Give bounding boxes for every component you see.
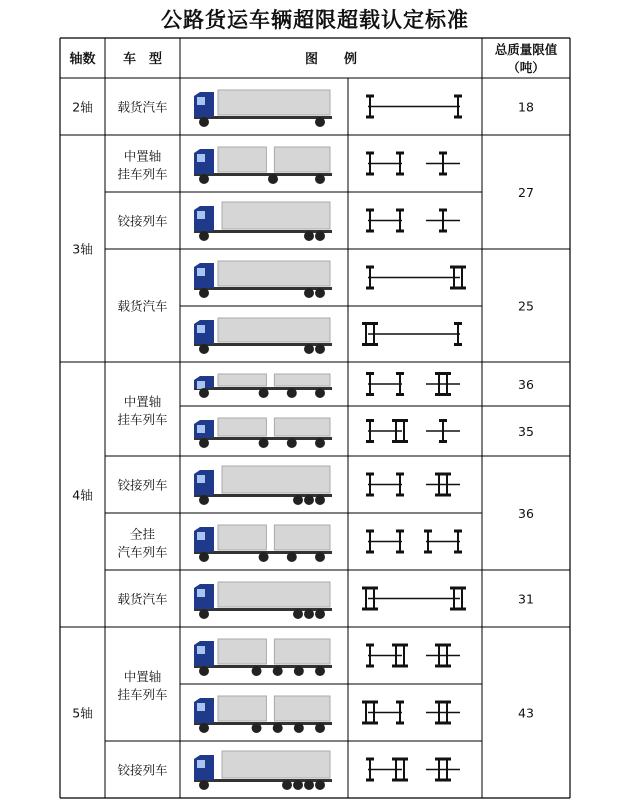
- wheel: [199, 117, 209, 127]
- wheel-pair: [366, 287, 374, 290]
- wheel-pair: [362, 701, 370, 704]
- cargo-body: [218, 525, 266, 550]
- wheel: [199, 344, 209, 354]
- wheel-pair: [366, 644, 374, 647]
- cargo-body: [218, 582, 330, 607]
- wheel-pair: [443, 779, 451, 782]
- wheel-pair: [366, 419, 374, 422]
- truck-illustration: [194, 696, 332, 733]
- truck-illustration: [194, 525, 332, 562]
- wheel: [315, 780, 325, 790]
- wheel-pair: [435, 779, 443, 782]
- wheel: [287, 438, 297, 448]
- wheel-pair: [400, 665, 408, 668]
- wheel-pair: [366, 230, 374, 233]
- wheel-pair: [366, 530, 374, 533]
- wheel-pair: [396, 209, 404, 212]
- axle-diagram: [366, 152, 460, 176]
- wheel: [315, 723, 325, 733]
- wheel: [259, 438, 269, 448]
- wheel: [273, 666, 283, 676]
- wheel-pair: [435, 372, 443, 375]
- wheel-pair: [366, 665, 374, 668]
- wheel-pair: [392, 758, 400, 761]
- wheel-pair: [396, 152, 404, 155]
- wheel-pair: [366, 266, 374, 269]
- wheel-pair: [454, 343, 462, 346]
- wheel: [315, 117, 325, 127]
- wheel-pair: [396, 494, 404, 497]
- wheel-pair: [439, 152, 447, 155]
- mass-limit-value: 25: [518, 298, 534, 314]
- wheel-pair: [439, 209, 447, 212]
- axle-diagram: [366, 372, 460, 396]
- axle-diagram: [366, 473, 460, 497]
- wheel-pair: [370, 701, 378, 704]
- cab-window: [197, 760, 205, 768]
- vehicle-type-label: 中置轴: [123, 669, 162, 684]
- vehicle-type-label: 铰接列车: [117, 477, 168, 493]
- axle-diagram: [366, 95, 462, 119]
- wheel: [315, 288, 325, 298]
- wheel-pair: [392, 779, 400, 782]
- trailer-body: [274, 374, 330, 386]
- wheel-pair: [366, 779, 374, 782]
- wheel-pair: [392, 644, 400, 647]
- wheel: [315, 552, 325, 562]
- cab-window: [197, 97, 205, 105]
- wheel: [199, 174, 209, 184]
- wheel-pair: [450, 608, 458, 611]
- wheel-pair: [392, 665, 400, 668]
- mass-limit-value: 43: [518, 705, 534, 721]
- cargo-body: [218, 261, 330, 286]
- wheel: [293, 780, 303, 790]
- truck-illustration: [194, 261, 332, 298]
- wheel-pair: [362, 322, 370, 325]
- wheel: [304, 288, 314, 298]
- header-type: 车 型: [122, 52, 163, 67]
- wheel: [259, 552, 269, 562]
- wheel-pair: [396, 722, 404, 725]
- truck-illustration: [194, 202, 332, 241]
- wheel: [315, 495, 325, 505]
- vehicle-type-label: 全挂: [129, 526, 156, 542]
- wheel: [199, 552, 209, 562]
- wheel: [268, 174, 278, 184]
- mass-limit-value: 35: [518, 424, 534, 439]
- wheel-pair: [443, 758, 451, 761]
- wheel-pair: [454, 322, 462, 325]
- semitrailer-body: [222, 751, 330, 778]
- cargo-body: [218, 90, 330, 115]
- wheel: [293, 495, 303, 505]
- wheel: [199, 723, 209, 733]
- wheel-pair: [458, 587, 466, 590]
- truck-illustration: [194, 418, 332, 448]
- wheel: [282, 780, 292, 790]
- truck-illustration: [194, 318, 332, 354]
- truck-illustration: [194, 582, 332, 619]
- axle-diagram: [366, 266, 466, 290]
- wheel-pair: [362, 722, 370, 725]
- wheel-pair: [435, 701, 443, 704]
- vehicle-type-label: 中置轴: [123, 394, 162, 409]
- wheel: [304, 344, 314, 354]
- wheel-pair: [450, 287, 458, 290]
- wheel-pair: [443, 722, 451, 725]
- trailer-body: [274, 525, 330, 550]
- wheel-pair: [370, 322, 378, 325]
- cab-window: [197, 475, 205, 483]
- wheel-pair: [366, 494, 374, 497]
- wheel: [315, 388, 325, 398]
- wheel-pair: [366, 173, 374, 176]
- wheel-pair: [454, 95, 462, 98]
- wheel-pair: [366, 551, 374, 554]
- trailer-body: [274, 639, 330, 664]
- wheel: [252, 666, 262, 676]
- wheel: [287, 388, 297, 398]
- wheel-pair: [400, 758, 408, 761]
- wheel-pair: [396, 701, 404, 704]
- cab-window: [197, 381, 205, 389]
- wheel-pair: [366, 372, 374, 375]
- wheel-pair: [366, 393, 374, 396]
- wheel-pair: [435, 473, 443, 476]
- cab-window: [197, 589, 205, 597]
- wheel-pair: [454, 530, 462, 533]
- mass-limit-value: 36: [518, 377, 534, 392]
- axle-count-label: 2轴: [72, 99, 93, 115]
- wheel-pair: [370, 608, 378, 611]
- wheel-pair: [370, 722, 378, 725]
- wheel-pair: [366, 440, 374, 443]
- chassis: [194, 722, 332, 725]
- axle-diagram: [362, 587, 466, 611]
- wheel: [252, 723, 262, 733]
- vehicle-type-label: 挂车列车: [117, 687, 168, 702]
- vehicle-type-label: 载货汽车: [117, 298, 168, 314]
- wheel: [315, 344, 325, 354]
- vehicle-type-label: 载货汽车: [117, 99, 168, 115]
- truck-illustration: [194, 90, 332, 127]
- vehicle-type-label: 铰接列车: [117, 213, 168, 229]
- vehicle-type-label: 汽车列车: [117, 544, 168, 560]
- wheel-pair: [443, 665, 451, 668]
- wheel-pair: [392, 440, 400, 443]
- wheel-pair: [396, 473, 404, 476]
- wheel-pair: [366, 209, 374, 212]
- axle-diagram: [366, 209, 460, 233]
- wheel-pair: [424, 551, 432, 554]
- vehicle-type-label: 载货汽车: [117, 591, 168, 607]
- cab-window: [197, 425, 205, 433]
- axle-count-label: 4轴: [72, 487, 93, 503]
- semitrailer-body: [222, 466, 330, 493]
- wheel-pair: [400, 779, 408, 782]
- chassis: [194, 173, 332, 176]
- wheel-pair: [396, 551, 404, 554]
- vehicle-type-label: 中置轴: [123, 148, 162, 164]
- wheel-pair: [435, 494, 443, 497]
- cargo-body: [218, 639, 266, 664]
- cab-window: [197, 325, 205, 333]
- trailer-body: [274, 418, 330, 436]
- wheel-pair: [366, 116, 374, 119]
- wheel-pair: [362, 608, 370, 611]
- cargo-body: [218, 147, 266, 172]
- mass-limit-value: 31: [518, 591, 534, 607]
- wheel-pair: [439, 419, 447, 422]
- cab-window: [197, 268, 205, 276]
- wheel: [315, 609, 325, 619]
- wheel: [259, 388, 269, 398]
- vehicle-type-label: 铰接列车: [117, 762, 168, 778]
- wheel-pair: [396, 230, 404, 233]
- wheel-pair: [392, 419, 400, 422]
- wheel-pair: [396, 530, 404, 533]
- axle-diagram: [362, 701, 460, 725]
- header-axles: 轴数: [69, 52, 96, 67]
- wheel-pair: [370, 343, 378, 346]
- wheel-pair: [435, 758, 443, 761]
- wheel: [287, 552, 297, 562]
- wheel: [304, 609, 314, 619]
- truck-illustration: [194, 466, 332, 505]
- cab-window: [197, 703, 205, 711]
- wheel: [199, 438, 209, 448]
- axle-diagram: [366, 644, 460, 668]
- wheel-pair: [370, 587, 378, 590]
- wheel-pair: [400, 644, 408, 647]
- vehicle-type-label: 挂车列车: [117, 166, 168, 182]
- cab-window: [197, 211, 205, 219]
- cargo-body: [218, 318, 330, 342]
- wheel: [304, 231, 314, 241]
- wheel: [315, 666, 325, 676]
- wheel-pair: [439, 440, 447, 443]
- wheel-pair: [366, 758, 374, 761]
- axle-diagram: [366, 758, 460, 782]
- chassis: [194, 665, 332, 668]
- wheel: [199, 609, 209, 619]
- wheel-pair: [400, 419, 408, 422]
- wheel-pair: [443, 701, 451, 704]
- wheel-pair: [400, 440, 408, 443]
- wheel: [315, 438, 325, 448]
- wheel: [294, 723, 304, 733]
- wheel: [315, 174, 325, 184]
- wheel: [304, 495, 314, 505]
- chassis: [194, 116, 332, 119]
- wheel-pair: [396, 393, 404, 396]
- truck-illustration: [194, 374, 332, 398]
- mass-limit-value: 36: [518, 506, 534, 521]
- wheel-pair: [362, 587, 370, 590]
- cargo-body: [218, 374, 266, 386]
- cab-window: [197, 154, 205, 162]
- cab-window: [197, 646, 205, 654]
- wheel-pair: [439, 173, 447, 176]
- wheel-pair: [396, 372, 404, 375]
- wheel-pair: [458, 266, 466, 269]
- wheel-pair: [450, 587, 458, 590]
- axle-diagram: [362, 322, 462, 346]
- wheel-pair: [454, 116, 462, 119]
- wheel-pair: [450, 266, 458, 269]
- wheel-pair: [443, 644, 451, 647]
- wheel: [273, 723, 283, 733]
- wheel-pair: [366, 473, 374, 476]
- semitrailer-body: [222, 202, 330, 229]
- cargo-body: [218, 696, 266, 721]
- header-illustration: 图 例: [304, 52, 358, 67]
- wheel-pair: [362, 343, 370, 346]
- page-title: 公路货运车辆超限超载认定标准: [161, 7, 469, 32]
- wheel: [293, 609, 303, 619]
- wheel-pair: [458, 608, 466, 611]
- trailer-body: [274, 696, 330, 721]
- wheel-pair: [435, 393, 443, 396]
- wheel-pair: [424, 530, 432, 533]
- vehicle-type-label: 挂车列车: [117, 412, 168, 427]
- wheel: [199, 666, 209, 676]
- cargo-body: [218, 418, 266, 436]
- wheel-pair: [435, 644, 443, 647]
- truck-illustration: [194, 639, 332, 676]
- wheel-pair: [396, 173, 404, 176]
- cab-window: [197, 532, 205, 540]
- wheel-pair: [454, 551, 462, 554]
- wheel-pair: [435, 665, 443, 668]
- wheel: [199, 288, 209, 298]
- header-limit: 总质量限值: [494, 42, 558, 57]
- truck-illustration: [194, 147, 332, 184]
- wheel-pair: [443, 494, 451, 497]
- axle-count-label: 3轴: [72, 241, 93, 257]
- wheel-pair: [458, 287, 466, 290]
- wheel-pair: [366, 152, 374, 155]
- axle-count-label: 5轴: [72, 705, 93, 721]
- wheel: [315, 231, 325, 241]
- wheel: [304, 780, 314, 790]
- wheel-pair: [366, 95, 374, 98]
- axle-diagram: [366, 419, 460, 443]
- wheel-pair: [443, 393, 451, 396]
- wheel: [199, 388, 209, 398]
- wheel: [199, 495, 209, 505]
- trailer-body: [274, 147, 330, 172]
- truck-illustration: [194, 751, 332, 790]
- mass-limit-value: 27: [518, 185, 534, 200]
- mass-limit-value: 18: [518, 99, 534, 115]
- wheel: [199, 231, 209, 241]
- header-limit-unit: （吨）: [507, 60, 545, 75]
- wheel: [199, 780, 209, 790]
- axle-diagram: [366, 530, 462, 554]
- wheel-pair: [439, 230, 447, 233]
- wheel-pair: [443, 473, 451, 476]
- wheel-pair: [443, 372, 451, 375]
- wheel-pair: [435, 722, 443, 725]
- wheel: [294, 666, 304, 676]
